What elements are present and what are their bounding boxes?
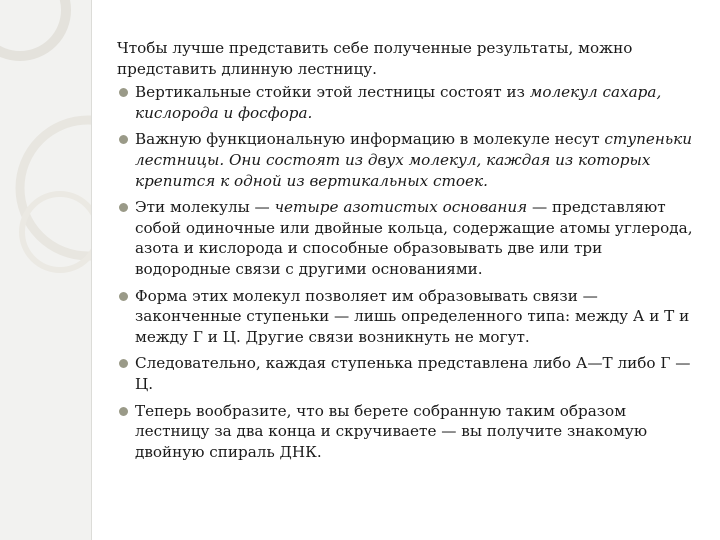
bullet-text: Форма этих молекул позволяет им образовывать связи — законченные ступеньки — лишь определенного типа: между А и Т и между Г и Ц. Другие связи возникнуть не могут. <box>135 286 690 346</box>
bullet-text: Эти молекулы — <box>135 198 275 217</box>
bullet-dot-icon <box>119 203 128 212</box>
bullet-dot-icon <box>119 407 128 416</box>
bullet-dot-icon <box>119 359 128 368</box>
bullet-dot-icon <box>119 88 128 97</box>
bullet-item <box>117 197 697 279</box>
bullet-dot-icon <box>119 292 128 301</box>
slide-content <box>117 38 697 468</box>
bullet-dot-icon <box>119 135 128 144</box>
bullet-text: Вертикальные стойки этой лестницы состоят из <box>135 83 530 102</box>
bullet-italic-text: молекул сахара, кислорода и фосфора. <box>135 83 662 122</box>
bullet-item <box>117 129 697 191</box>
bullet-italic-text: четыре азотистых основания <box>274 198 528 217</box>
slide-intro: Чтобы лучше представить себе полученные результаты, можно представить длинную лестницу. <box>117 39 633 78</box>
bullet-item <box>117 82 697 123</box>
bullet-text: Важную функциональную информацию в молекуле несут <box>135 130 605 149</box>
bullet-item <box>117 353 697 394</box>
bullet-italic-text: ступеньки лестницы. Они состоят из двух молекул, каждая из которых крепится к одной из вертикальных стоек. <box>135 130 693 190</box>
decorative-side-band <box>0 0 92 540</box>
bullet-text: — представляют собой одиночные или двойные кольца, содержащие атомы углерода, азота и кислорода и способные образовывать две или три водородные связи с другими основаниями. <box>135 198 693 278</box>
bullet-list <box>117 82 697 462</box>
decorative-rings-icon <box>0 0 91 540</box>
bullet-item <box>117 401 697 463</box>
bullet-text: Следовательно, каждая ступенька представлена либо А—Т либо Г —Ц. <box>135 354 691 393</box>
bullet-text: Теперь вообразите, что вы берете собранную таким образом лестницу за два конца и скручиваете — вы получите знакомую двойную спираль ДНК. <box>135 401 648 461</box>
bullet-item <box>117 286 697 348</box>
